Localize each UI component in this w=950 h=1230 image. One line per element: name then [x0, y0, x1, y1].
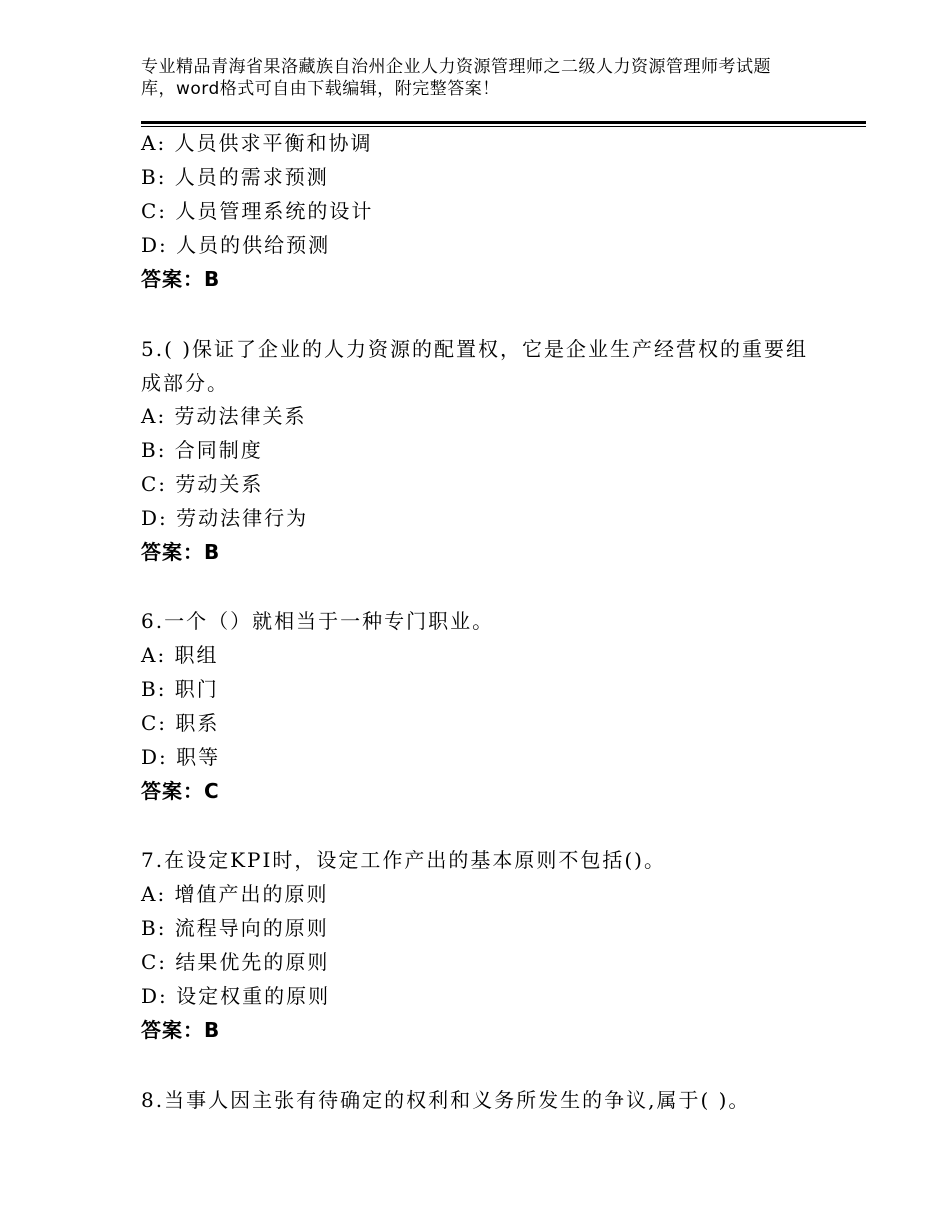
q4-option-b: B: 人员的需求预测 — [141, 165, 329, 189]
document-header — [141, 56, 841, 100]
q4-option-d: D: 人员的供给预测 — [141, 233, 331, 257]
q6-option-a: A: 职组 — [141, 643, 219, 667]
q5-option-a: A: 劳动法律关系 — [141, 404, 307, 428]
q6-answer: 答案：C — [141, 779, 220, 803]
q7-option-b: B: 流程导向的原则 — [141, 916, 329, 940]
q7-answer: 答案：B — [141, 1018, 221, 1042]
q5-option-d: D: 劳动法律行为 — [141, 506, 309, 530]
q5-answer: 答案：B — [141, 540, 221, 564]
q7-stem: 7.在设定KPI时，设定工作产出的基本原则不包括()。 — [141, 848, 666, 872]
q4-option-c: C: 人员管理系统的设计 — [141, 199, 374, 223]
q7-option-d: D: 设定权重的原则 — [141, 984, 331, 1008]
q5-option-b: B: 合同制度 — [141, 438, 263, 462]
header-divider-thick — [141, 121, 866, 124]
q7-option-a: A: 增值产出的原则 — [141, 882, 329, 906]
q4-option-a: A: 人员供求平衡和协调 — [141, 131, 373, 155]
q5-stem-line-2: 成部分。 — [141, 371, 229, 395]
q6-option-b: B: 职门 — [141, 677, 219, 701]
q6-option-c: C: 职系 — [141, 711, 220, 735]
header-divider-thin — [141, 126, 866, 127]
q4-answer: 答案：B — [141, 267, 221, 291]
header-title-line-1: 专业精品青海省果洛藏族自治州企业人力资源管理师之二级人力资源管理师考试题 — [141, 57, 771, 77]
q7-option-c: C: 结果优先的原则 — [141, 950, 330, 974]
header-title-line-2: 库，word格式可自由下载编辑，附完整答案！ — [141, 79, 500, 99]
q6-option-d: D: 职等 — [141, 745, 221, 769]
q6-stem: 6.一个（）就相当于一种专门职业。 — [141, 609, 495, 633]
q8-stem: 8.当事人因主张有待确定的权利和义务所发生的争议,属于( )。 — [141, 1088, 751, 1112]
q5-option-c: C: 劳动关系 — [141, 472, 264, 496]
q5-stem-line-1: 5.( )保证了企业的人力资源的配置权，它是企业生产经营权的重要组 — [141, 337, 809, 361]
